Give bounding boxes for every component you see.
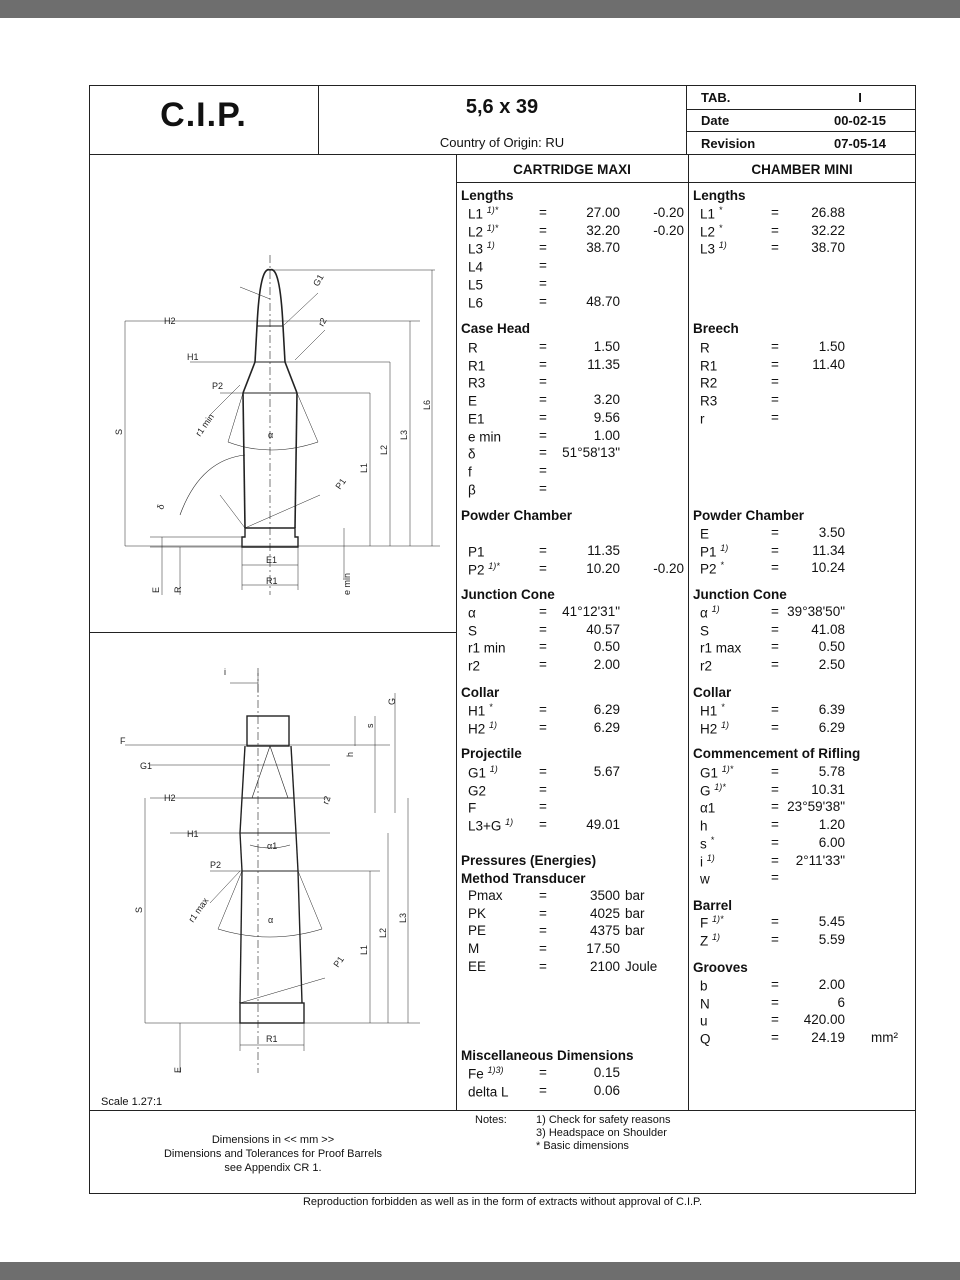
dimension-row: e min = 1.00 xyxy=(468,427,620,444)
dimension-name: P2 * xyxy=(700,560,724,577)
dimension-row: L2 $^{1)*}$ = 32.20 -0.20 xyxy=(468,222,684,240)
dimension-value: 4025 xyxy=(589,905,620,921)
section-collar: Collar xyxy=(693,685,732,700)
reproduction-footer: Reproduction forbidden as well as in the form of extracts without approval of C.I.P. xyxy=(302,1196,703,1208)
dimension-value: 38.70 xyxy=(811,240,845,256)
section-lengths: Lengths xyxy=(693,188,746,203)
dimension-value: 41.08 xyxy=(811,621,845,637)
dimension-name: P1 $^{1)}$ xyxy=(700,542,729,560)
notes-label: Notes: xyxy=(475,1114,507,1126)
label-l1: L1 xyxy=(359,462,369,473)
section-breech: Breech xyxy=(693,321,739,336)
dimension-value: 2.50 xyxy=(818,657,845,673)
section-method-transducer: Method Transducer xyxy=(461,871,586,886)
revision-value: 07-05-14 xyxy=(833,136,887,151)
dimension-row: r1 min = 0.50 xyxy=(468,639,620,656)
dimension-value: 2100 xyxy=(589,958,620,974)
dimension-row: M = 17.50 xyxy=(468,941,620,957)
dimension-value: 1.00 xyxy=(593,427,620,443)
dimension-value: 1.50 xyxy=(593,339,620,354)
dimension-row: R3 = xyxy=(700,392,779,409)
dimension-unit: Joule xyxy=(625,958,658,974)
dimension-value: 3500 xyxy=(589,888,620,903)
label-p1: P1 xyxy=(331,954,346,970)
scale-label: Scale 1.27:1 xyxy=(101,1096,163,1108)
dimension-row: F = xyxy=(468,799,547,816)
dimension-value: 11.40 xyxy=(812,356,845,372)
label-p1: P1 xyxy=(333,476,348,492)
dimension-name: h xyxy=(700,818,708,834)
dimension-value: 5.59 xyxy=(818,931,845,947)
dimension-value: 0.15 xyxy=(593,1065,620,1080)
dimension-row: Pmax = 3500 bar xyxy=(468,888,645,903)
dimension-row: L1 $^{1)*}$ = 27.00 -0.20 xyxy=(468,205,684,222)
dimension-row: L5 = xyxy=(468,275,547,293)
dimension-value: 11.34 xyxy=(812,542,845,558)
dimension-value: 26.88 xyxy=(811,205,845,220)
dimension-value: 49.01 xyxy=(586,817,620,833)
dimension-name: E xyxy=(700,526,710,542)
label-r1: R1 xyxy=(266,576,278,586)
section-grooves: Grooves xyxy=(693,960,748,975)
section-pressures: Pressures (Energies) xyxy=(461,853,597,868)
dimension-value: 51°58'13" xyxy=(562,445,620,461)
dimension-row: b = 2.00 xyxy=(700,977,845,994)
label-p2: P2 xyxy=(212,381,224,391)
country-of-origin: Country of Origin: RU xyxy=(439,135,565,150)
dimension-row: R = 1.50 xyxy=(468,339,620,356)
dimension-row: i $^{1)}$ = 2°11'33" xyxy=(700,852,845,869)
dimension-name: Z $^{1)}$ xyxy=(700,931,721,949)
dimension-value: 6 xyxy=(837,994,845,1010)
dimension-name: R xyxy=(468,340,478,356)
dimension-row: PE = 4375 bar xyxy=(468,923,645,939)
dimension-name: L2 $^{1)*}$ xyxy=(468,222,499,240)
cartridge-drawing xyxy=(90,155,456,632)
dimension-name: R3 xyxy=(468,375,486,391)
label-s: S xyxy=(134,906,144,913)
section-powder-chamber: Powder Chamber xyxy=(461,508,573,523)
dimension-value: 11.35 xyxy=(587,356,620,372)
dimension-name: E1 xyxy=(468,411,485,427)
dimension-row: P1 = 11.35 xyxy=(468,543,620,560)
dimension-name: R1 xyxy=(700,358,718,374)
label-h1: H1 xyxy=(187,352,199,362)
dimension-row: L1 * = 26.88 xyxy=(700,205,845,222)
dimension-name: delta L xyxy=(468,1084,509,1100)
dimension-name: r2 xyxy=(700,658,713,674)
tab-label: TAB. xyxy=(701,90,731,105)
dimension-row: G1 $^{1)}$ = 5.67 xyxy=(468,764,620,781)
section-commencement-of-rifling: Commencement of Rifling xyxy=(693,746,861,761)
label-r1-max: r1 max xyxy=(186,895,211,925)
dimension-unit: bar xyxy=(625,888,645,903)
dimension-row: PK = 4025 bar xyxy=(468,905,645,921)
label-g1: G1 xyxy=(311,272,326,288)
dimension-row: u = 420.00 xyxy=(700,1012,845,1029)
dimension-value: 5.45 xyxy=(818,914,845,929)
label-e1: E1 xyxy=(266,555,278,565)
dimension-value: 1.50 xyxy=(818,339,845,354)
dimension-value: 10.31 xyxy=(811,781,845,797)
dimension-value: 23°59'38" xyxy=(787,799,845,815)
label-s-small: s xyxy=(365,723,375,728)
viewer-top-bar xyxy=(0,0,960,18)
dimension-name: L1 * xyxy=(700,205,723,222)
dimension-name: r2 xyxy=(468,658,481,674)
dimension-name: β xyxy=(468,482,476,498)
label-h2: H2 xyxy=(164,793,176,803)
section-case-head: Case Head xyxy=(461,321,531,336)
label-r1: R1 xyxy=(266,1034,278,1044)
dimension-row: G2 = xyxy=(468,781,547,799)
dimension-name: P1 xyxy=(468,544,485,560)
dimension-name: δ xyxy=(468,446,476,462)
dimension-value: 0.50 xyxy=(818,639,845,655)
dimension-unit: bar xyxy=(625,923,645,939)
dimension-value: 6.29 xyxy=(818,719,845,735)
label-e-min: e min xyxy=(342,572,352,595)
dimension-value: 6.39 xyxy=(818,702,845,717)
chamber-column-header: CHAMBER MINI xyxy=(751,162,853,177)
dimension-row: h = 1.20 xyxy=(700,817,845,834)
dimension-row: S = 41.08 xyxy=(700,621,845,639)
dimension-name: G1 $^{1)*}$ xyxy=(700,764,734,781)
section-lengths: Lengths xyxy=(461,188,514,203)
label-r2: r2 xyxy=(320,794,333,806)
label-s: S xyxy=(114,428,124,435)
dimension-name: F xyxy=(468,800,477,816)
dimension-name: S xyxy=(468,623,478,639)
dimension-name: r xyxy=(700,411,705,427)
dimension-row: L3 $^{1)}$ = 38.70 xyxy=(700,240,845,257)
dimension-tolerance: -0.20 xyxy=(653,222,684,238)
dimension-value: 6.29 xyxy=(593,719,620,735)
dimension-row: β = xyxy=(468,480,547,498)
dimension-name: Q xyxy=(700,1031,711,1047)
notes-list: 1) Check for safety reasons 3) Headspace on Shoulder * Basic dimensions xyxy=(536,1114,671,1152)
dimension-name: R2 xyxy=(700,375,718,391)
dimension-row: δ = 51°58'13" xyxy=(468,445,620,462)
dimension-value: 4375 xyxy=(589,923,620,939)
dimension-name: G2 xyxy=(468,783,487,799)
dimension-name: L2 * xyxy=(700,222,723,240)
dimension-name: R3 xyxy=(700,393,718,409)
dimension-name: Fe $^{1)3)}$ xyxy=(468,1065,504,1082)
dimension-row: F $^{1)*}$ = 5.45 xyxy=(700,914,845,931)
dimension-row: s * = 6.00 xyxy=(700,834,845,852)
dimension-name: M xyxy=(468,941,480,957)
dimension-value: 6.29 xyxy=(593,702,620,717)
dimension-value: 39°38'50" xyxy=(787,604,845,619)
dimension-row: P1 $^{1)}$ = 11.34 xyxy=(700,542,845,560)
label-l3: L3 xyxy=(399,429,409,440)
dimension-name: N xyxy=(700,996,710,1012)
dimension-row: R = 1.50 xyxy=(700,339,845,356)
dimension-row: L3+G $^{1)}$ = 49.01 xyxy=(468,817,620,834)
label-e: E xyxy=(151,586,161,593)
viewer-bottom-bar xyxy=(0,1262,960,1280)
dimension-row: Q = 24.19 mm² xyxy=(700,1030,898,1047)
label-alpha1: α1 xyxy=(267,841,278,851)
dimension-name: PE xyxy=(468,923,487,939)
dimension-row: f = xyxy=(468,462,547,480)
dimension-name: s * xyxy=(700,834,715,852)
label-e: E xyxy=(173,1066,183,1073)
dimension-name: PK xyxy=(468,905,487,921)
dimension-name: S xyxy=(700,623,710,639)
section-misc-dimensions: Miscellaneous Dimensions xyxy=(461,1048,634,1063)
dimension-value: 3.20 xyxy=(593,392,620,408)
dimension-name: EE xyxy=(468,958,487,974)
dimension-row: N = 6 xyxy=(700,994,845,1012)
dimension-row: H2 $^{1)}$ = 6.29 xyxy=(700,719,845,737)
dimension-name: G1 $^{1)}$ xyxy=(468,764,498,781)
org-title: C.I.P. xyxy=(160,96,247,134)
section-projectile: Projectile xyxy=(461,746,522,761)
dimension-name: u xyxy=(700,1013,708,1029)
dimension-name: H1 * xyxy=(700,702,725,719)
label-l1: L1 xyxy=(359,944,369,955)
dimension-name: L1 $^{1)*}$ xyxy=(468,205,499,222)
date-label: Date xyxy=(701,113,730,128)
dimension-value: 2.00 xyxy=(818,977,845,992)
dimension-value: 10.24 xyxy=(811,560,845,576)
dimension-name: b xyxy=(700,978,708,994)
dimension-value: 2.00 xyxy=(593,657,620,673)
dimension-row: G $^{1)*}$ = 10.31 xyxy=(700,781,845,799)
tab-value: I xyxy=(858,90,862,105)
dimension-row: delta L = 0.06 xyxy=(468,1082,620,1100)
dimension-row: R1 = 11.35 xyxy=(468,356,620,374)
dimension-unit: bar xyxy=(625,905,645,921)
section-junction-cone: Junction Cone xyxy=(461,587,555,602)
label-r: R xyxy=(173,586,183,593)
dimension-row: EE = 2100 Joule xyxy=(468,958,658,974)
dimension-name: α $^{1)}$ xyxy=(700,604,720,621)
dimension-row: L4 = xyxy=(468,258,547,275)
dimension-value: 0.06 xyxy=(593,1082,620,1098)
dimension-name: R1 xyxy=(468,358,486,374)
dimension-name: α1 xyxy=(700,800,716,816)
dimension-row: H1 * = 6.29 xyxy=(468,702,620,719)
dimension-row: H1 * = 6.39 xyxy=(700,702,845,719)
dimension-row: P2 * = 10.24 xyxy=(700,560,845,577)
dimension-value: 3.50 xyxy=(818,525,845,540)
dimension-value: 2°11'33" xyxy=(795,852,845,868)
dimension-value: 40.57 xyxy=(586,621,620,637)
dimension-value: 38.70 xyxy=(586,240,620,256)
dimensions-note: Dimensions in << mm >> Dimensions and Tolerances for Proof Barrels see Appendix CR 1. xyxy=(163,1134,383,1174)
dimension-name: H1 * xyxy=(468,702,493,719)
dimension-value: 11.35 xyxy=(587,543,620,558)
dimension-row: Fe $^{1)3)}$ = 0.15 xyxy=(468,1065,620,1082)
dimension-name: e min xyxy=(468,429,502,444)
label-l2: L2 xyxy=(379,444,389,455)
dimension-name: r1 min xyxy=(468,640,506,656)
label-h1: H1 xyxy=(187,829,199,839)
dimension-name: F $^{1)*}$ xyxy=(700,914,724,931)
label-f: F xyxy=(120,736,126,746)
dimension-name: H2 $^{1)}$ xyxy=(700,719,730,737)
dimension-tolerance: -0.20 xyxy=(653,205,684,220)
dimension-value: 17.50 xyxy=(586,941,620,957)
label-l2: L2 xyxy=(378,927,388,938)
dimension-value: 6.00 xyxy=(818,834,845,850)
dimension-row: R2 = xyxy=(700,374,779,391)
revision-label: Revision xyxy=(701,136,756,151)
dimension-name: R xyxy=(700,340,710,356)
dimension-value: 9.56 xyxy=(593,409,620,425)
dimension-row: E = 3.50 xyxy=(700,525,845,542)
dimension-row: Z $^{1)}$ = 5.59 xyxy=(700,931,845,949)
dimension-name: L3 $^{1)}$ xyxy=(700,240,727,257)
section-barrel: Barrel xyxy=(693,898,733,913)
section-collar: Collar xyxy=(461,685,500,700)
dimension-name: P2 $^{1)*}$ xyxy=(468,560,500,578)
label-alpha: α xyxy=(268,430,274,440)
dimension-row: G1 $^{1)*}$ = 5.78 xyxy=(700,764,845,781)
dimension-row: L6 = 48.70 xyxy=(468,293,620,310)
date-value: 00-02-15 xyxy=(833,113,887,128)
dimension-row: r2 = 2.00 xyxy=(468,657,620,674)
dimension-value: 41°12'31" xyxy=(562,604,620,619)
dimension-row: P2 $^{1)*}$ = 10.20 -0.20 xyxy=(468,560,684,578)
dimension-value: 5.67 xyxy=(593,764,620,779)
dimension-row: α = 41°12'31" xyxy=(468,604,620,621)
dimension-row: r2 = 2.50 xyxy=(700,657,845,674)
label-r2: r2 xyxy=(316,316,329,328)
label-g1: G1 xyxy=(140,761,153,771)
section-powder-chamber: Powder Chamber xyxy=(693,508,805,523)
dimension-name: Pmax xyxy=(468,888,503,903)
label-delta: δ xyxy=(155,503,167,511)
dimension-row: L3 $^{1)}$ = 38.70 xyxy=(468,240,620,257)
dimension-row: R3 = xyxy=(468,374,547,391)
dimension-name: L3+G $^{1)}$ xyxy=(468,817,514,834)
label-l3: L3 xyxy=(398,912,408,923)
dimension-name: r1 max xyxy=(700,640,742,656)
dimension-row: S = 40.57 xyxy=(468,621,620,639)
label-h: h xyxy=(345,751,355,757)
dimension-row: H2 $^{1)}$ = 6.29 xyxy=(468,719,620,737)
dimension-row: w = xyxy=(700,870,779,887)
section-junction-cone: Junction Cone xyxy=(693,587,787,602)
dimension-value: 5.78 xyxy=(818,764,845,779)
dimension-name: α xyxy=(468,605,476,621)
dimension-tolerance: -0.20 xyxy=(653,560,684,576)
dimension-value: 10.20 xyxy=(586,560,620,576)
dimension-name: H2 $^{1)}$ xyxy=(468,719,498,737)
dimension-name: L3 $^{1)}$ xyxy=(468,240,495,257)
dimension-row: E = 3.20 xyxy=(468,392,620,409)
cartridge-column-header: CARTRIDGE MAXI xyxy=(513,162,631,177)
dimension-name: i $^{1)}$ xyxy=(700,852,715,869)
dimension-value: 32.22 xyxy=(811,222,845,238)
label-g: G xyxy=(387,697,397,705)
dimension-row: r1 max = 0.50 xyxy=(700,639,845,656)
caliber-title: 5,6 x 39 xyxy=(465,96,539,118)
label-i: i xyxy=(224,667,226,677)
dimension-name: G $^{1)*}$ xyxy=(700,781,726,799)
label-alpha: α xyxy=(268,915,274,925)
label-h2: H2 xyxy=(164,316,176,326)
dimension-row: E1 = 9.56 xyxy=(468,409,620,427)
label-r1-min: r1 min xyxy=(193,411,216,439)
dimension-row: α1 = 23°59'38" xyxy=(700,799,845,816)
dimension-name: L4 xyxy=(468,259,484,275)
dimension-row: R1 = 11.40 xyxy=(700,356,845,374)
dimension-value: 0.50 xyxy=(593,639,620,655)
dimension-value: 1.20 xyxy=(818,817,845,833)
dimension-value: 48.70 xyxy=(586,293,620,309)
chamber-drawing xyxy=(90,633,456,1110)
label-l6: L6 xyxy=(422,399,432,410)
label-p2: P2 xyxy=(210,860,222,870)
dimension-name: E xyxy=(468,393,478,409)
dimension-value: 420.00 xyxy=(803,1012,845,1028)
dimension-name: L6 xyxy=(468,295,484,310)
dimension-name: w xyxy=(700,871,710,887)
dimension-value: 27.00 xyxy=(586,205,620,220)
dimension-name: L5 xyxy=(468,277,484,293)
dimension-value: 24.19 xyxy=(811,1030,845,1046)
dimension-row: α $^{1)}$ = 39°38'50" xyxy=(700,604,845,621)
dimension-row: L2 * = 32.22 xyxy=(700,222,845,240)
dimension-row: r = xyxy=(700,409,779,427)
dimension-unit: mm² xyxy=(871,1030,898,1046)
dimension-value: 32.20 xyxy=(586,222,620,238)
dimension-name: f xyxy=(468,464,472,480)
